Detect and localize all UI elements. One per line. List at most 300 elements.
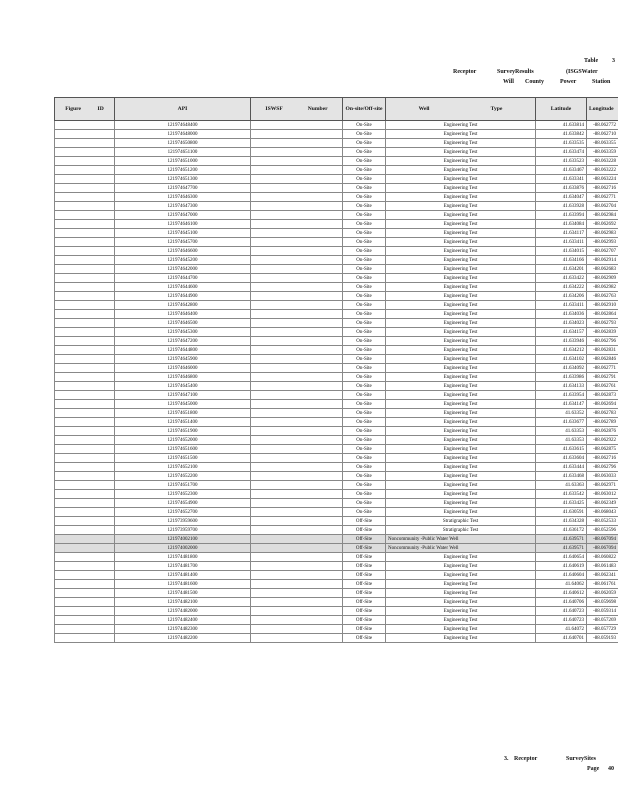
cell-well-type: Engineering Test [386,373,536,382]
cell-api: 121974645100 [115,229,251,238]
cell-well-type: Engineering Test [386,175,536,184]
table-row [55,373,618,382]
cell-latitude: 41.633876 [536,184,587,193]
cell-well-type: Noncommunity -Public Water Well [386,535,536,544]
cell-figure-id [55,202,115,211]
cell-figure-id [55,391,115,400]
cell-figure-id [55,274,115,283]
cell-api: 121974651100 [115,148,251,157]
cell-api: 121974645000 [115,400,251,409]
cell-figure-id [55,130,115,139]
cell-iswsf [251,454,343,463]
cell-api: 121974645300 [115,328,251,337]
cell-latitude: 41.63353 [536,427,587,436]
cell-figure-id [55,157,115,166]
cell-api: 121974651400 [115,418,251,427]
cell-latitude: 41.633467 [536,166,587,175]
cell-onsite: On-Site [343,166,386,175]
cell-iswsf [251,553,343,562]
cell-iswsf [251,616,343,625]
cell-onsite: On-Site [343,400,386,409]
cell-iswsf [251,580,343,589]
cell-iswsf [251,274,343,283]
cell-figure-id [55,427,115,436]
table-row [55,436,618,445]
cell-figure-id [55,445,115,454]
cell-well-type: Engineering Test [386,229,536,238]
table-header-row [55,98,618,121]
cell-api: 121974645700 [115,238,251,247]
cell-iswsf [251,166,343,175]
cell-onsite: On-Site [343,220,386,229]
cell-iswsf [251,337,343,346]
cell-well-type: Engineering Test [386,634,536,643]
cell-figure-id [55,607,115,616]
cell-well-type: Engineering Test [386,472,536,481]
cell-latitude: 41.634117 [536,229,587,238]
table-row [55,265,618,274]
cell-longitude: -88.067094 [587,544,618,553]
cell-longitude: -88.063224 [587,175,618,184]
cell-latitude: 41.633422 [536,274,587,283]
cell-longitude: -88.062704 [587,202,618,211]
cell-well-type: Stratigraphic Test [386,526,536,535]
cell-well-type: Engineering Test [386,265,536,274]
cell-well-type: Engineering Test [386,166,536,175]
cell-latitude: 41.633677 [536,418,587,427]
cell-iswsf [251,517,343,526]
cell-longitude: -88.062349 [587,499,618,508]
cell-longitude: -88.062864 [587,310,618,319]
col-iswsf-label: ISWSF [265,106,283,112]
cell-latitude: 41.633411 [536,238,587,247]
cell-latitude: 41.634092 [536,364,587,373]
table-row [55,256,618,265]
col-latitude: Latitude [536,98,587,121]
cell-well-type: Engineering Test [386,454,536,463]
col-longitude: Longitude [587,98,618,121]
col-number-label: Number [307,106,328,112]
cell-latitude: 41.634133 [536,382,587,391]
cell-latitude: 41.634084 [536,220,587,229]
cell-well-type: Engineering Test [386,598,536,607]
cell-onsite: Off-Site [343,553,386,562]
cell-iswsf [251,121,343,130]
cell-figure-id [55,553,115,562]
cell-latitude: 41.633523 [536,157,587,166]
cell-onsite: On-Site [343,346,386,355]
cell-iswsf [251,472,343,481]
cell-onsite: On-Site [343,184,386,193]
cell-well-type: Engineering Test [386,481,536,490]
cell-onsite: Off-Site [343,562,386,571]
cell-api: 121974648400 [115,121,251,130]
cell-latitude: 41.633474 [536,148,587,157]
cell-latitude: 41.640701 [536,634,587,643]
cell-latitude: 41.633535 [536,139,587,148]
cell-latitude: 41.633542 [536,490,587,499]
cell-latitude: 41.640604 [536,571,587,580]
cell-longitude: -88.062796 [587,337,618,346]
cell-figure-id [55,211,115,220]
table-row [55,508,618,517]
cell-onsite: On-Site [343,238,386,247]
cell-latitude: 41.633986 [536,373,587,382]
cell-well-type: Engineering Test [386,274,536,283]
cell-onsite: On-Site [343,373,386,382]
cell-iswsf [251,229,343,238]
cell-figure-id [55,580,115,589]
table-row [55,580,618,589]
cell-onsite: On-Site [343,472,386,481]
cell-well-type: Engineering Test [386,247,536,256]
cell-figure-id [55,148,115,157]
cell-iswsf [251,202,343,211]
cell-figure-id [55,238,115,247]
cell-figure-id [55,562,115,571]
cell-iswsf [251,292,343,301]
cell-api: 121974651200 [115,166,251,175]
table-row [55,301,618,310]
cell-latitude: 41.633411 [536,301,587,310]
cell-figure-id [55,535,115,544]
cell-figure-id [55,292,115,301]
cell-onsite: On-Site [343,391,386,400]
cell-api: 121974651700 [115,481,251,490]
cell-iswsf [251,499,343,508]
cell-well-type: Engineering Test [386,220,536,229]
cell-iswsf [251,184,343,193]
table-row [55,202,618,211]
cell-latitude: 41.640619 [536,562,587,571]
cell-well-type: Engineering Test [386,490,536,499]
table-row [55,274,618,283]
cell-onsite: On-Site [343,427,386,436]
cell-figure-id [55,373,115,382]
cell-iswsf [251,571,343,580]
cell-well-type: Engineering Test [386,409,536,418]
cell-figure-id [55,463,115,472]
cell-onsite: On-Site [343,499,386,508]
cell-iswsf [251,328,343,337]
cell-iswsf [251,139,343,148]
cell-latitude: 41.64062 [536,580,587,589]
cell-well-type: Engineering Test [386,607,536,616]
cell-onsite: On-Site [343,283,386,292]
cell-figure-id [55,283,115,292]
cell-longitude: -88.063222 [587,166,618,175]
cell-figure-id [55,517,115,526]
cell-well-type: Engineering Test [386,580,536,589]
table-row [55,463,618,472]
cell-iswsf [251,607,343,616]
table-row [55,211,618,220]
cell-figure-id [55,256,115,265]
cell-iswsf [251,355,343,364]
cell-well-type: Engineering Test [386,382,536,391]
cell-iswsf [251,598,343,607]
cell-latitude: 41.640612 [536,589,587,598]
cell-iswsf [251,283,343,292]
cell-longitude: -88.052596 [587,526,618,535]
cell-longitude: -88.062983 [587,229,618,238]
cell-onsite: On-Site [343,211,386,220]
table-row [55,319,618,328]
cell-well-type: Engineering Test [386,130,536,139]
cell-longitude: -88.062707 [587,247,618,256]
table-row [55,382,618,391]
cell-latitude: 41.634047 [536,193,587,202]
cell-longitude: -88.062683 [587,265,618,274]
cell-longitude: -88.063355 [587,139,618,148]
cell-latitude: 41.640654 [536,553,587,562]
table-row [55,247,618,256]
cell-onsite: Off-Site [343,598,386,607]
cell-longitude: -88.062761 [587,382,618,391]
cell-onsite: On-Site [343,229,386,238]
cell-latitude: 41.633928 [536,202,587,211]
cell-iswsf [251,301,343,310]
cell-iswsf [251,157,343,166]
table-row [55,283,618,292]
cell-iswsf [251,589,343,598]
cell-onsite: On-Site [343,193,386,202]
cell-latitude: 41.630591 [536,508,587,517]
cell-onsite: Off-Site [343,535,386,544]
cell-well-type: Engineering Test [386,184,536,193]
cell-iswsf [251,148,343,157]
cell-latitude: 41.634023 [536,319,587,328]
cell-latitude: 41.634206 [536,292,587,301]
cell-iswsf [251,310,343,319]
cell-well-type: Engineering Test [386,418,536,427]
table-row [55,391,618,400]
cell-iswsf [251,319,343,328]
cell-figure-id [55,139,115,148]
cell-well-type: Noncommunity -Public Water Well [386,544,536,553]
table-row [55,355,618,364]
cell-longitude: -88.062793 [587,319,618,328]
table-row [55,526,618,535]
cell-iswsf [251,247,343,256]
cell-onsite: On-Site [343,256,386,265]
table-row [55,571,618,580]
cell-longitude: -88.062716 [587,184,618,193]
cell-iswsf [251,409,343,418]
cell-longitude: -88.059193 [587,634,618,643]
table-row [55,499,618,508]
cell-well-type: Engineering Test [386,211,536,220]
cell-iswsf [251,436,343,445]
cell-latitude: 41.633468 [536,472,587,481]
col-iswsf-number [251,98,343,121]
cell-api: 121974646800 [115,373,251,382]
table-row [55,328,618,337]
cell-iswsf [251,256,343,265]
col-api: API [115,98,251,121]
cell-iswsf [251,211,343,220]
col-figure-label: Figure [65,106,81,112]
cell-well-type: Engineering Test [386,562,536,571]
cell-figure-id [55,328,115,337]
cell-latitude: 41.634157 [536,328,587,337]
cell-figure-id [55,589,115,598]
cell-iswsf [251,238,343,247]
cell-onsite: On-Site [343,247,386,256]
cell-latitude: 41.64072 [536,625,587,634]
cell-api: 121974647100 [115,391,251,400]
receptor-survey-table [54,97,618,643]
cell-well-type: Engineering Test [386,328,536,337]
table-row [55,130,618,139]
table-row [55,517,618,526]
table-row [55,193,618,202]
cell-longitude: -88.067094 [587,535,618,544]
cell-figure-id [55,418,115,427]
cell-well-type: Engineering Test [386,292,536,301]
cell-latitude: 41.640723 [536,616,587,625]
cell-latitude: 41.633425 [536,499,587,508]
cell-figure-id [55,310,115,319]
cell-well-type: Stratigraphic Test [386,517,536,526]
cell-onsite: Off-Site [343,589,386,598]
table-row [55,544,618,553]
cell-longitude: -88.062789 [587,418,618,427]
cell-api: 121974644700 [115,274,251,283]
cell-onsite: On-Site [343,157,386,166]
cell-api: 121974642800 [115,301,251,310]
cell-figure-id [55,301,115,310]
cell-figure-id [55,454,115,463]
cell-latitude: 41.634212 [536,346,587,355]
cell-longitude: -88.062341 [587,571,618,580]
cell-longitude: -88.063228 [587,157,618,166]
cell-longitude: -88.062771 [587,193,618,202]
cell-well-type: Engineering Test [386,445,536,454]
table-row [55,445,618,454]
cell-onsite: On-Site [343,202,386,211]
cell-api: 121974646500 [115,319,251,328]
cell-iswsf [251,418,343,427]
cell-iswsf [251,346,343,355]
cell-well-type: Engineering Test [386,238,536,247]
cell-longitude: -88.062059 [587,589,618,598]
cell-latitude: 41.636172 [536,526,587,535]
cell-longitude: -88.062846 [587,355,618,364]
cell-longitude: -88.062984 [587,211,618,220]
cell-well-type: Engineering Test [386,625,536,634]
cell-onsite: Off-Site [343,526,386,535]
cell-api: 121974652200 [115,472,251,481]
cell-iswsf [251,634,343,643]
cell-api: 121974647700 [115,184,251,193]
cell-longitude: -88.062783 [587,409,618,418]
cell-well-type: Engineering Test [386,301,536,310]
cell-figure-id [55,472,115,481]
cell-well-type: Engineering Test [386,571,536,580]
cell-onsite: Off-Site [343,544,386,553]
cell-iswsf [251,400,343,409]
cell-api: 121974481400 [115,571,251,580]
cell-figure-id [55,247,115,256]
cell-onsite: On-Site [343,292,386,301]
cell-api: 121974644900 [115,292,251,301]
cell-longitude: -88.061483 [587,562,618,571]
cell-longitude: -88.062771 [587,364,618,373]
cell-latitude: 41.634102 [536,355,587,364]
cell-well-type: Engineering Test [386,589,536,598]
cell-api: 121974650800 [115,139,251,148]
table-row [55,427,618,436]
cell-longitude: -88.062910 [587,301,618,310]
footer-receptor: Receptor [514,756,538,762]
table-row [55,454,618,463]
cell-longitude: -88.060822 [587,553,618,562]
cell-well-type: Engineering Test [386,121,536,130]
cell-figure-id [55,229,115,238]
cell-iswsf [251,265,343,274]
cell-api: 121974002000 [115,544,251,553]
table-row [55,472,618,481]
cell-onsite: Off-Site [343,625,386,634]
cell-figure-id [55,337,115,346]
cell-onsite: On-Site [343,436,386,445]
cell-onsite: On-Site [343,418,386,427]
cell-api: 121974646300 [115,193,251,202]
cell-well-type: Engineering Test [386,346,536,355]
cell-longitude: -88.062922 [587,436,618,445]
cell-onsite: On-Site [343,445,386,454]
cell-api: 121974644600 [115,283,251,292]
cell-iswsf [251,544,343,553]
cell-latitude: 41.639571 [536,544,587,553]
cell-well-type: Engineering Test [386,616,536,625]
cell-api: 121974647200 [115,337,251,346]
col-onsite: On-site/Off-site [343,98,386,121]
cell-onsite: Off-Site [343,634,386,643]
table-row [55,157,618,166]
table-row [55,238,618,247]
cell-api: 121974002100 [115,535,251,544]
footer-page-number: 40 [608,766,614,772]
cell-figure-id [55,625,115,634]
cell-latitude: 41.633946 [536,337,587,346]
cell-longitude: -88.057269 [587,616,618,625]
cell-onsite: On-Site [343,148,386,157]
cell-well-type: Engineering Test [386,337,536,346]
cell-longitude: -88.062971 [587,481,618,490]
cell-figure-id [55,526,115,535]
cell-longitude: -88.062875 [587,445,618,454]
cell-latitude: 41.634015 [536,247,587,256]
cell-api: 121974652700 [115,508,251,517]
cell-api: 121974481800 [115,553,251,562]
cell-longitude: -88.057729 [587,625,618,634]
cell-well-type: Engineering Test [386,139,536,148]
cell-onsite: On-Site [343,463,386,472]
cell-well-type: Engineering Test [386,400,536,409]
table-row [55,616,618,625]
cell-iswsf [251,373,343,382]
cell-latitude: 41.633444 [536,463,587,472]
cell-latitude: 41.634201 [536,265,587,274]
cell-iswsf [251,535,343,544]
cell-api: 121974482400 [115,616,251,625]
cell-well-type: Engineering Test [386,508,536,517]
table-row [55,607,618,616]
table-row [55,418,618,427]
cell-figure-id [55,400,115,409]
